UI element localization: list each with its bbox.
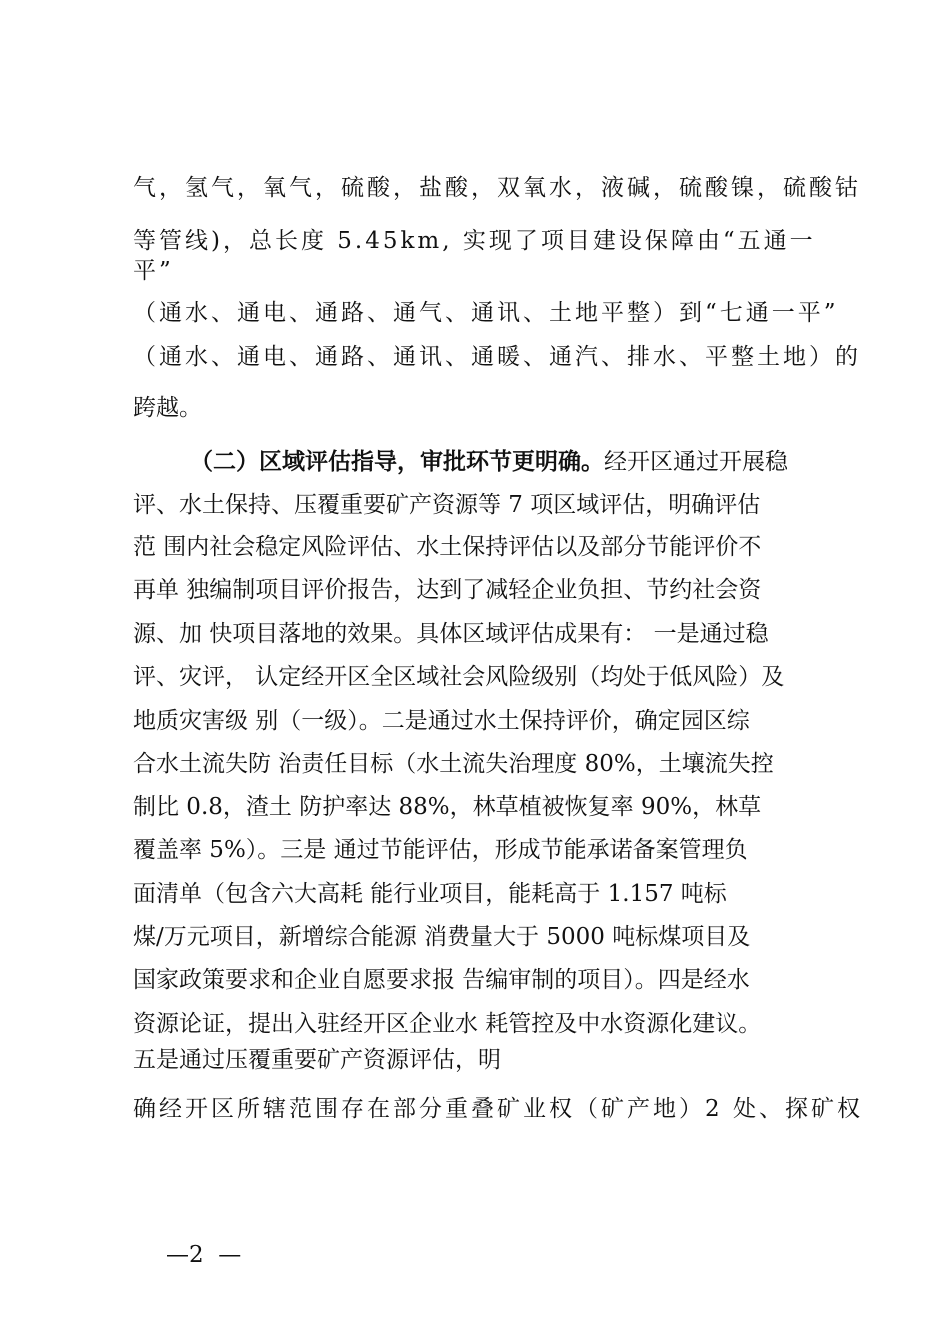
body-line-14: 制比 0.8，渣土 防护率达 88%，林草植被恢复率 90%，林草 (133, 794, 762, 820)
body-line-11: 评、灾评， 认定经开区全区域社会风险级别（均处于低风险）及 (133, 664, 785, 690)
body-line-20: 五是通过压覆重要矿产资源评估，明 (133, 1047, 501, 1073)
body-line-19: 资源论证，提出入驻经开区企业水 耗管控及中水资源化建议。 (133, 1011, 762, 1037)
section-paragraph-start (190, 447, 788, 477)
section-heading: （二）区域评估指导，审批环节更明确。 (190, 448, 604, 475)
body-line-3: 平” (133, 258, 174, 284)
body-line-16: 面清单（包含六大高耗 能行业项目，能耗高于 1.157 吨标 (133, 881, 727, 907)
body-line-2: 等管线)，总长度 5.45km, 实现了项目建设保障由“五通一 (133, 228, 816, 254)
body-line-12: 地质灾害级 别（一级）。二是通过水土保持评价，确定园区综 (133, 708, 750, 734)
section-lead-text: 经开区通过开展稳 (604, 449, 788, 475)
body-line-21: 确经开区所辖范围存在部分重叠矿业权（矿产地）2 处、探矿权 (133, 1096, 863, 1122)
body-line-6: 跨越。 (133, 395, 202, 421)
page-number: —2 — (166, 1242, 242, 1268)
body-line-1: 气，氢气，氧气，硫酸，盐酸，双氧水，液碱，硫酸镍，硫酸钴 (133, 175, 861, 201)
body-line-9: 再单 独编制项目评价报告，达到了减轻企业负担、节约社会资 (133, 577, 762, 603)
body-line-13: 合水土流失防 治责任目标（水土流失治理度 80%，土壤流失控 (133, 751, 774, 777)
body-line-10: 源、加 快项目落地的效果。具体区域评估成果有： 一是通过稳 (133, 621, 769, 647)
body-line-18: 国家政策要求和企业自愿要求报 告编审制的项目）。四是经水 (133, 967, 750, 993)
body-line-4: （通水、通电、通路、通气、通讯、土地平整）到“七通一平” (133, 300, 839, 326)
body-line-17: 煤/万元项目，新增综合能源 消费量大于 5000 吨标煤项目及 (133, 924, 751, 950)
body-line-8: 范 围内社会稳定风险评估、水土保持评估以及部分节能评价不 (133, 534, 762, 560)
body-line-15: 覆盖率 5%）。三是 通过节能评估，形成节能承诺备案管理负 (133, 837, 748, 863)
body-line-5: （通水、通电、通路、通讯、通暖、通汽、排水、平整土地）的 (133, 344, 861, 370)
body-line-7: 评、水土保持、压覆重要矿产资源等 7 项区域评估，明确评估 (133, 492, 761, 518)
